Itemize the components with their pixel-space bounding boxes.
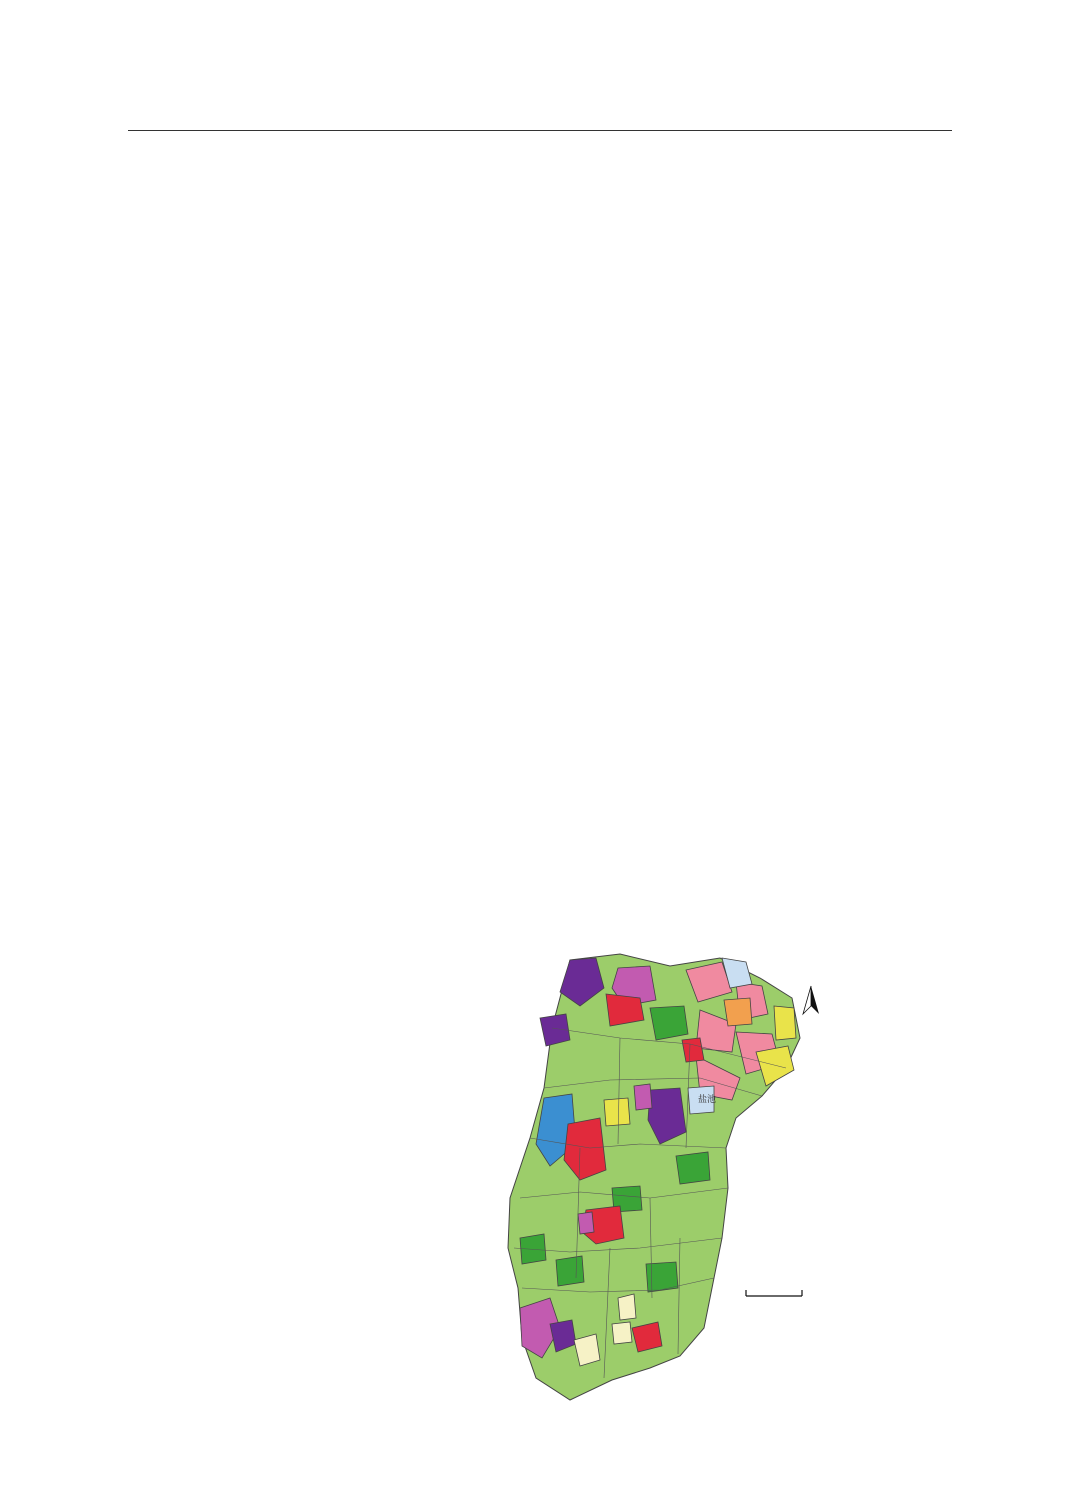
region-red-n	[606, 994, 644, 1026]
region-green-dark-c1	[676, 1152, 710, 1184]
north-arrow	[803, 986, 819, 1014]
running-header	[128, 98, 952, 131]
region-red-mid	[682, 1038, 704, 1062]
region-magenta-mid	[634, 1084, 652, 1110]
region-orange-ne	[724, 998, 752, 1026]
scale-bar	[746, 1290, 802, 1296]
region-magenta-c	[578, 1212, 594, 1234]
map-regions	[508, 954, 800, 1400]
region-cream-s3	[612, 1322, 632, 1344]
region-green-dark-s1	[556, 1256, 584, 1286]
village-classification-map	[500, 948, 960, 1428]
region-yellow-ne2	[774, 1006, 796, 1040]
region-cream-s2	[618, 1294, 636, 1320]
region-green-dark-n	[650, 1006, 688, 1040]
yanchi-map-label: 盐池	[698, 1095, 717, 1105]
region-green-dark-s2	[646, 1262, 678, 1292]
region-yellow-mid	[604, 1098, 630, 1126]
